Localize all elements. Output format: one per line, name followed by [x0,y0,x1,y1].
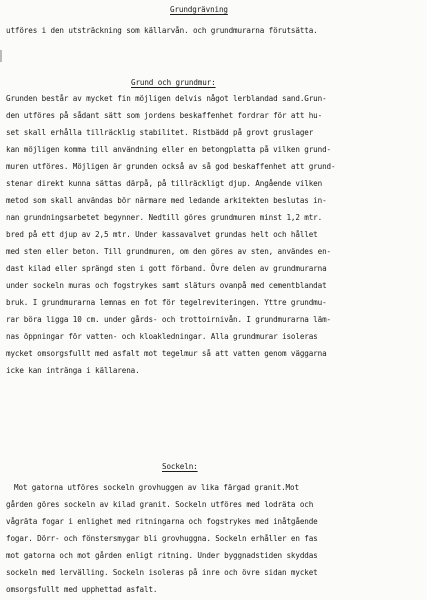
text-line: kan möjligen komma till användning eller en betongplatta på vilken grund- [6,145,331,154]
text-line: utföres i den utsträckning som källarvån. och grundmurarna förutsätta. [6,26,318,35]
text-line: bred på ett djup av 2,5 mtr. Under kassavalvet grundas helt och hållet [6,230,318,239]
text-line: nan grundningsarbetet begynner. Nedtill göres grundmuren minst 1,2 mtr. [6,213,323,222]
text-line: fogar. Dörr- och fönstersmygar bli grovhuggna. Sockeln erhåller en fas [6,534,318,543]
heading-grund-och-grundmur: Grund och grundmur: [131,78,216,87]
text-line: stenar direkt kunna sättas därpå, på tillräckligt djup. Angående vilken [6,179,323,188]
text-line: Mot gatorna utföres sockeln grovhuggen av lika färgad granit.Mot [14,483,299,492]
text-line: sockeln med lervälling. Sockeln isoleras på inre och övre sidan mycket [6,568,318,577]
text-line: metod som skall användas bör närmare med ledande arkitekten beslutas in- [6,196,327,205]
text-line: vågräta fogar i enlighet med ritningarna och fogstrykes med inåtgående [6,517,318,526]
text-line: Grunden består av mycket fin möjligen delvis något lerblandad sand.Grun- [6,94,327,103]
text-line: rar böra ligga 10 cm. under gårds- och trottoirnivån. I grundmurarna läm- [6,315,331,324]
text-line: den utföres på sådant sätt som jordens beskaffenhet fordrar för att hu- [6,111,323,120]
text-line: med sten eller beton. Till grundmuren, om den göres av sten, användes en- [6,247,331,256]
text-line: set skall erhålla tillräcklig stabilitet. Ristbädd på grovt gruslager [6,128,314,137]
text-line: dast kilad eller sprängd sten i gott förband. Övre delen av grundmurarna [6,264,327,273]
heading-sockeln: Sockeln: [162,462,198,471]
heading-grundgravning: Grundgrävning [170,5,228,14]
text-line: gården göres sockeln av kilad granit. Sockeln utföres med lodräta och [6,500,314,509]
text-line: omsorgsfullt med upphettad asfalt. [6,585,158,594]
text-line: muren utföres. Möjligen är grunden också av så god beskaffenhet att grund- [6,162,336,171]
text-line: bruk. I grundmurarna lemnas en fot för tegelreviteringen. Yttre grundmu- [6,298,327,307]
text-line: mot gatorna och mot gården enligt ritning. Under byggnadstiden skyddas [6,551,318,560]
text-line: icke kan intränga i källarena. [6,366,140,375]
text-line: nas öppningar för vatten- och kloakledningar. Alla grundmurar isoleras [6,332,318,341]
text-line: under sockeln muras och fogstrykes samt släturs ovanpå med cementblandat [6,281,327,290]
text-line: mycket omsorgsfullt med asfalt mot tegelmur så att vatten genom väggarna [6,349,327,358]
page-edge-mark [0,50,2,62]
